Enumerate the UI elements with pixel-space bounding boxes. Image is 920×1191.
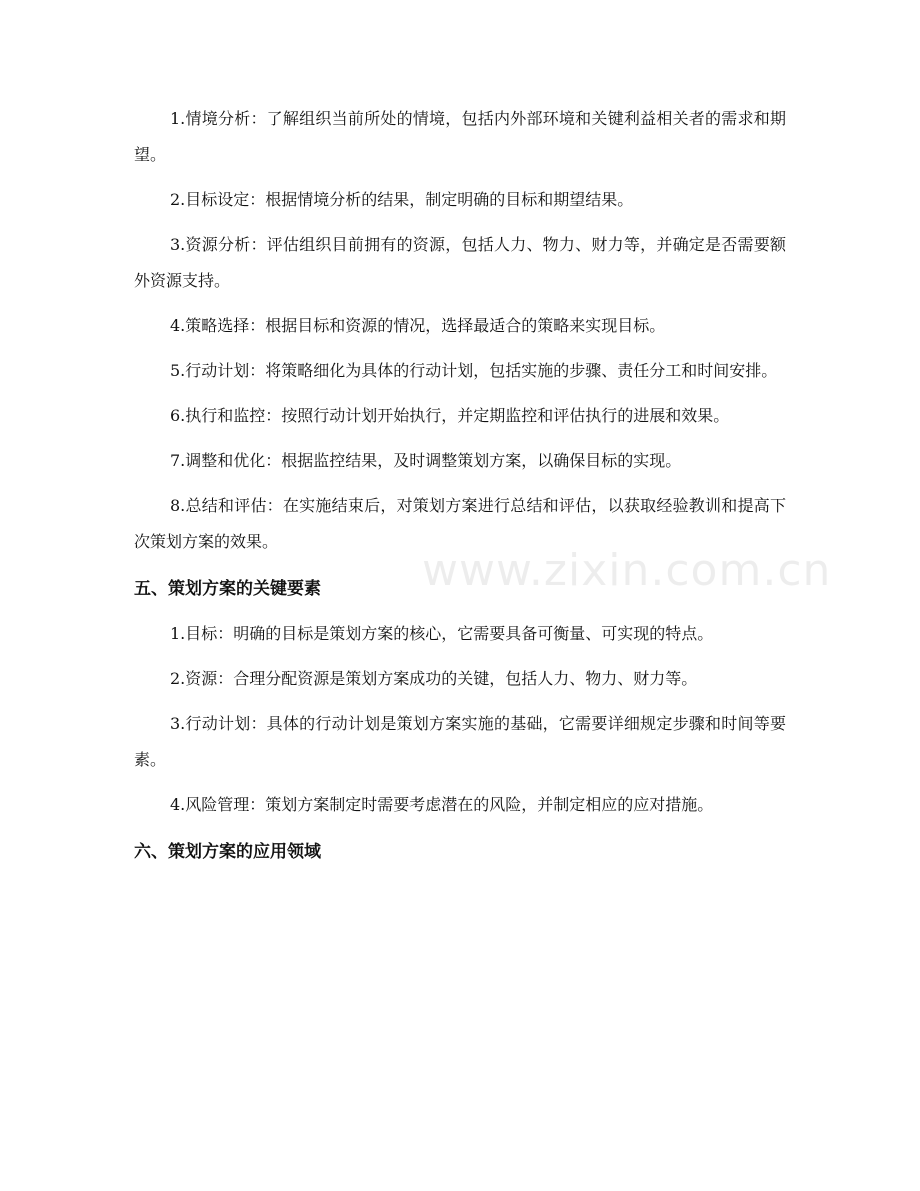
paragraph-adjust-optimize: 7.调整和优化：根据监控结果，及时调整策划方案，以确保目标的实现。 bbox=[170, 451, 682, 470]
section-heading-application-areas: 六、策划方案的应用领域 bbox=[134, 842, 321, 862]
paragraph-execution-monitoring: 6.执行和监控：按照行动计划开始执行，并定期监控和评估执行的进展和效果。 bbox=[170, 406, 730, 425]
watermark: www.zixin.com.cn bbox=[422, 545, 832, 596]
paragraph-strategy-selection: 4.策略选择：根据目标和资源的情况，选择最适合的策略来实现目标。 bbox=[170, 316, 666, 335]
paragraph-element-risk-management: 4.风险管理：策划方案制定时需要考虑潜在的风险，并制定相应的应对措施。 bbox=[170, 795, 714, 814]
paragraph-element-resources: 2.资源：合理分配资源是策划方案成功的关键，包括人力、物力、财力等。 bbox=[170, 669, 698, 688]
document-body bbox=[134, 101, 786, 879]
section-heading-key-elements: 五、策划方案的关键要素 bbox=[134, 579, 321, 599]
paragraph-goal-setting: 2.目标设定：根据情境分析的结果，制定明确的目标和期望结果。 bbox=[170, 190, 634, 209]
paragraph-summary-evaluation: 8.总结和评估：在实施结束后，对策划方案进行总结和评估，以获取经验教训和提高下次策划方案的效果。 bbox=[134, 496, 786, 551]
paragraph-element-action-plan: 3.行动计划：具体的行动计划是策划方案实施的基础，它需要详细规定步骤和时间等要素。 bbox=[134, 714, 786, 769]
paragraph-action-plan: 5.行动计划：将策略细化为具体的行动计划，包括实施的步骤、责任分工和时间安排。 bbox=[170, 361, 778, 380]
paragraph-resource-analysis: 3.资源分析：评估组织目前拥有的资源，包括人力、物力、财力等，并确定是否需要额外资源支持。 bbox=[134, 235, 786, 290]
paragraph-situation-analysis: 1.情境分析：了解组织当前所处的情境，包括内外部环境和关键利益相关者的需求和期望。 bbox=[134, 109, 786, 164]
paragraph-element-goal: 1.目标：明确的目标是策划方案的核心，它需要具备可衡量、可实现的特点。 bbox=[170, 624, 714, 643]
